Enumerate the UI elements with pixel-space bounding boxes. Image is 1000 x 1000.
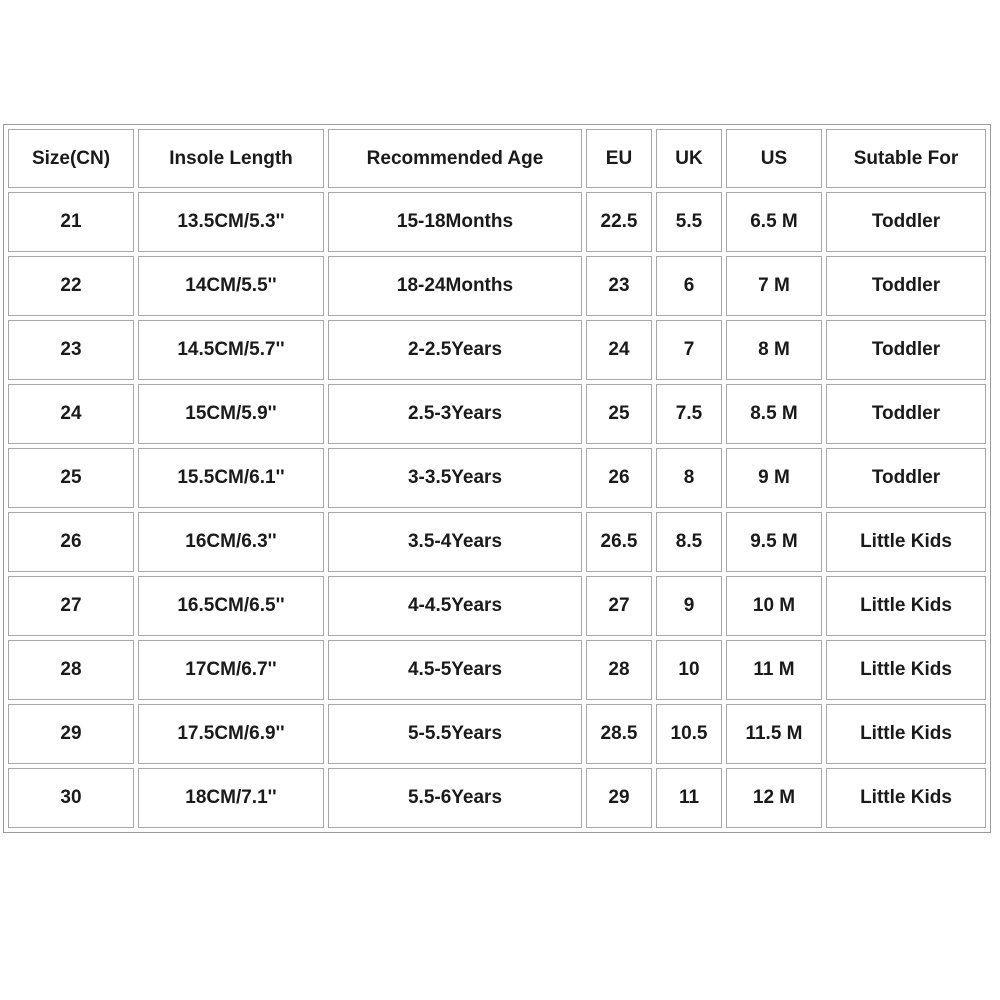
header-insole-length: Insole Length	[138, 129, 324, 188]
table-row	[8, 576, 986, 636]
cell-suitable-for: Little Kids	[826, 768, 986, 828]
cell-uk: 9	[656, 576, 722, 636]
table-row	[8, 640, 986, 700]
cell-size-cn: 23	[8, 320, 134, 380]
header-us: US	[726, 129, 822, 188]
table-row	[8, 768, 986, 828]
cell-size-cn: 21	[8, 192, 134, 252]
cell-recommended-age: 5.5-6Years	[328, 768, 582, 828]
cell-us: 9 M	[726, 448, 822, 508]
cell-us: 11 M	[726, 640, 822, 700]
cell-recommended-age: 5-5.5Years	[328, 704, 582, 764]
cell-size-cn: 25	[8, 448, 134, 508]
cell-insole-length: 16.5CM/6.5''	[138, 576, 324, 636]
cell-insole-length: 17CM/6.7''	[138, 640, 324, 700]
size-chart-table	[3, 124, 991, 833]
cell-recommended-age: 15-18Months	[328, 192, 582, 252]
cell-recommended-age: 3-3.5Years	[328, 448, 582, 508]
cell-suitable-for: Little Kids	[826, 704, 986, 764]
table-row	[8, 192, 986, 252]
cell-size-cn: 29	[8, 704, 134, 764]
cell-eu: 24	[586, 320, 652, 380]
cell-insole-length: 17.5CM/6.9''	[138, 704, 324, 764]
header-row	[8, 129, 986, 188]
cell-suitable-for: Toddler	[826, 256, 986, 316]
cell-suitable-for: Toddler	[826, 384, 986, 444]
cell-recommended-age: 2.5-3Years	[328, 384, 582, 444]
cell-uk: 11	[656, 768, 722, 828]
cell-us: 10 M	[726, 576, 822, 636]
cell-uk: 8.5	[656, 512, 722, 572]
cell-uk: 7	[656, 320, 722, 380]
cell-recommended-age: 4.5-5Years	[328, 640, 582, 700]
table-header	[8, 129, 986, 188]
cell-recommended-age: 3.5-4Years	[328, 512, 582, 572]
cell-eu: 22.5	[586, 192, 652, 252]
cell-uk: 7.5	[656, 384, 722, 444]
cell-size-cn: 26	[8, 512, 134, 572]
cell-suitable-for: Toddler	[826, 320, 986, 380]
cell-insole-length: 14.5CM/5.7''	[138, 320, 324, 380]
cell-suitable-for: Little Kids	[826, 576, 986, 636]
cell-size-cn: 24	[8, 384, 134, 444]
cell-eu: 26	[586, 448, 652, 508]
cell-eu: 28.5	[586, 704, 652, 764]
table-row	[8, 512, 986, 572]
table-row	[8, 448, 986, 508]
cell-eu: 23	[586, 256, 652, 316]
table-row	[8, 256, 986, 316]
header-size-cn: Size(CN)	[8, 129, 134, 188]
cell-us: 11.5 M	[726, 704, 822, 764]
cell-us: 7 M	[726, 256, 822, 316]
cell-eu: 26.5	[586, 512, 652, 572]
cell-us: 6.5 M	[726, 192, 822, 252]
cell-size-cn: 27	[8, 576, 134, 636]
cell-uk: 6	[656, 256, 722, 316]
cell-insole-length: 18CM/7.1''	[138, 768, 324, 828]
table-row	[8, 384, 986, 444]
cell-us: 8.5 M	[726, 384, 822, 444]
header-suitable-for: Sutable For	[826, 129, 986, 188]
table-row	[8, 704, 986, 764]
header-uk: UK	[656, 129, 722, 188]
cell-uk: 10	[656, 640, 722, 700]
table-body	[8, 192, 986, 828]
cell-size-cn: 30	[8, 768, 134, 828]
cell-eu: 28	[586, 640, 652, 700]
cell-insole-length: 15CM/5.9''	[138, 384, 324, 444]
cell-us: 8 M	[726, 320, 822, 380]
cell-eu: 29	[586, 768, 652, 828]
cell-uk: 10.5	[656, 704, 722, 764]
cell-insole-length: 15.5CM/6.1''	[138, 448, 324, 508]
cell-insole-length: 13.5CM/5.3''	[138, 192, 324, 252]
cell-us: 12 M	[726, 768, 822, 828]
cell-recommended-age: 2-2.5Years	[328, 320, 582, 380]
cell-suitable-for: Toddler	[826, 448, 986, 508]
cell-insole-length: 14CM/5.5''	[138, 256, 324, 316]
table-row	[8, 320, 986, 380]
cell-recommended-age: 18-24Months	[328, 256, 582, 316]
header-recommended-age: Recommended Age	[328, 129, 582, 188]
cell-size-cn: 28	[8, 640, 134, 700]
cell-eu: 27	[586, 576, 652, 636]
cell-uk: 8	[656, 448, 722, 508]
cell-recommended-age: 4-4.5Years	[328, 576, 582, 636]
cell-size-cn: 22	[8, 256, 134, 316]
cell-suitable-for: Little Kids	[826, 512, 986, 572]
cell-suitable-for: Little Kids	[826, 640, 986, 700]
cell-suitable-for: Toddler	[826, 192, 986, 252]
cell-us: 9.5 M	[726, 512, 822, 572]
header-eu: EU	[586, 129, 652, 188]
cell-eu: 25	[586, 384, 652, 444]
cell-insole-length: 16CM/6.3''	[138, 512, 324, 572]
cell-uk: 5.5	[656, 192, 722, 252]
